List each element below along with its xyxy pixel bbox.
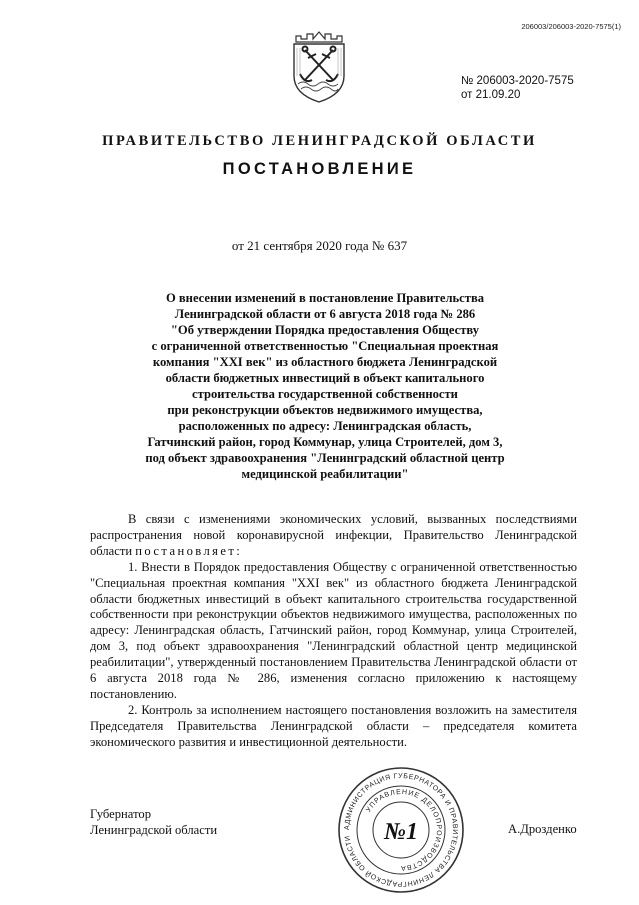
registration-number: № 206003-2020-7575 xyxy=(461,75,574,87)
stamp-number: №1 xyxy=(384,819,418,845)
subject-line: Ленинградской области от 6 августа 2018 года № 286 xyxy=(174,307,476,321)
subject-line: под объект здравоохранения "Ленинградский областной центр xyxy=(145,451,505,465)
registration-date: от 21.09.20 xyxy=(461,89,521,101)
stamp-inner-text: УПРАВЛЕНИЕ ДЕЛОПРОИЗВОДСТВА xyxy=(365,788,443,872)
subject-line: с ограниченной ответственностью "Специальная проектная xyxy=(151,339,499,353)
item-1-paragraph: 1. Внести в Порядок предоставления Обществу с ограниченной ответственностью "Специальная проектная компания "XXI век" из областного бюджета Ленинградской области бюджетных инвестиций в объект капитального строительства государственной собственности при реконструкции объектов недвижимого имущества, расположенных по адресу: Ленинградская область, Гатчинский район, город Коммунар, улица Строителей, дом 3, под объект здравоохранения "Ленинградский областной центр медицинской реабилитации", утвержденный постановлением Правительства Ленинградской области от 6 августа 2018 года № 286, изменения согласно приложению к настоящему постановлению. xyxy=(90,559,577,701)
official-seal-icon xyxy=(336,765,466,895)
subject-line: О внесении изменений в постановление Правительства xyxy=(165,291,485,305)
subject-line: строительства государственной собственности xyxy=(192,387,458,401)
subject-line: компания "XXI век" из областного бюджета Ленинградской xyxy=(152,355,498,369)
decree-word: постановляет: xyxy=(135,543,243,558)
subject-line: расположенных по адресу: Ленинградская область, xyxy=(178,419,472,433)
document-code: 206003/206003-2020-7575(1) xyxy=(521,22,621,31)
subject-line: медицинской реабилитации" xyxy=(241,467,409,481)
subject-line: "Об утверждении Порядка предоставления Обществу xyxy=(170,323,480,337)
coat-of-arms-icon xyxy=(288,28,350,104)
decree-body xyxy=(90,512,577,751)
subject-line: при реконструкции объектов недвижимого имущества, xyxy=(167,403,483,417)
document-type-title: ПОСТАНОВЛЕНИЕ xyxy=(222,160,417,178)
item-2-paragraph: 2. Контроль за исполнением настоящего постановления возложить на заместителя Председателя Правительства Ленинградской области – председателя комитета экономического развития и инвестиционной деятельности. xyxy=(90,702,577,749)
intro-paragraph xyxy=(90,512,577,560)
subject-line: области бюджетных инвестиций в объект капитального xyxy=(165,371,485,385)
signatory-name: А.Дрозденко xyxy=(508,822,577,836)
position-line-1: Губернатор xyxy=(90,807,151,821)
decree-date-number: от 21 сентября 2020 года № 637 xyxy=(231,238,408,253)
decree-subject xyxy=(80,290,570,482)
subject-line: Гатчинский район, город Коммунар, улица Строителей, дом 3, xyxy=(147,435,503,449)
position-line-2: Ленинградской области xyxy=(90,823,218,837)
government-title: ПРАВИТЕЛЬСТВО ЛЕНИНГРАДСКОЙ ОБЛАСТИ xyxy=(102,133,537,149)
stamp-ring-text: АДМИНИСТРАЦИЯ ГУБЕРНАТОРА И ПРАВИТЕЛЬСТВА ЛЕНИНГРАДСКОЙ ОБЛАСТИ xyxy=(343,772,459,888)
signatory-position xyxy=(90,806,217,838)
registration-block xyxy=(461,74,574,102)
intro-text: В связи с изменениями экономических условий, вызванных последствиями распространения новой коронавирусной инфекции, Правительство Ленинградской области xyxy=(90,512,577,558)
